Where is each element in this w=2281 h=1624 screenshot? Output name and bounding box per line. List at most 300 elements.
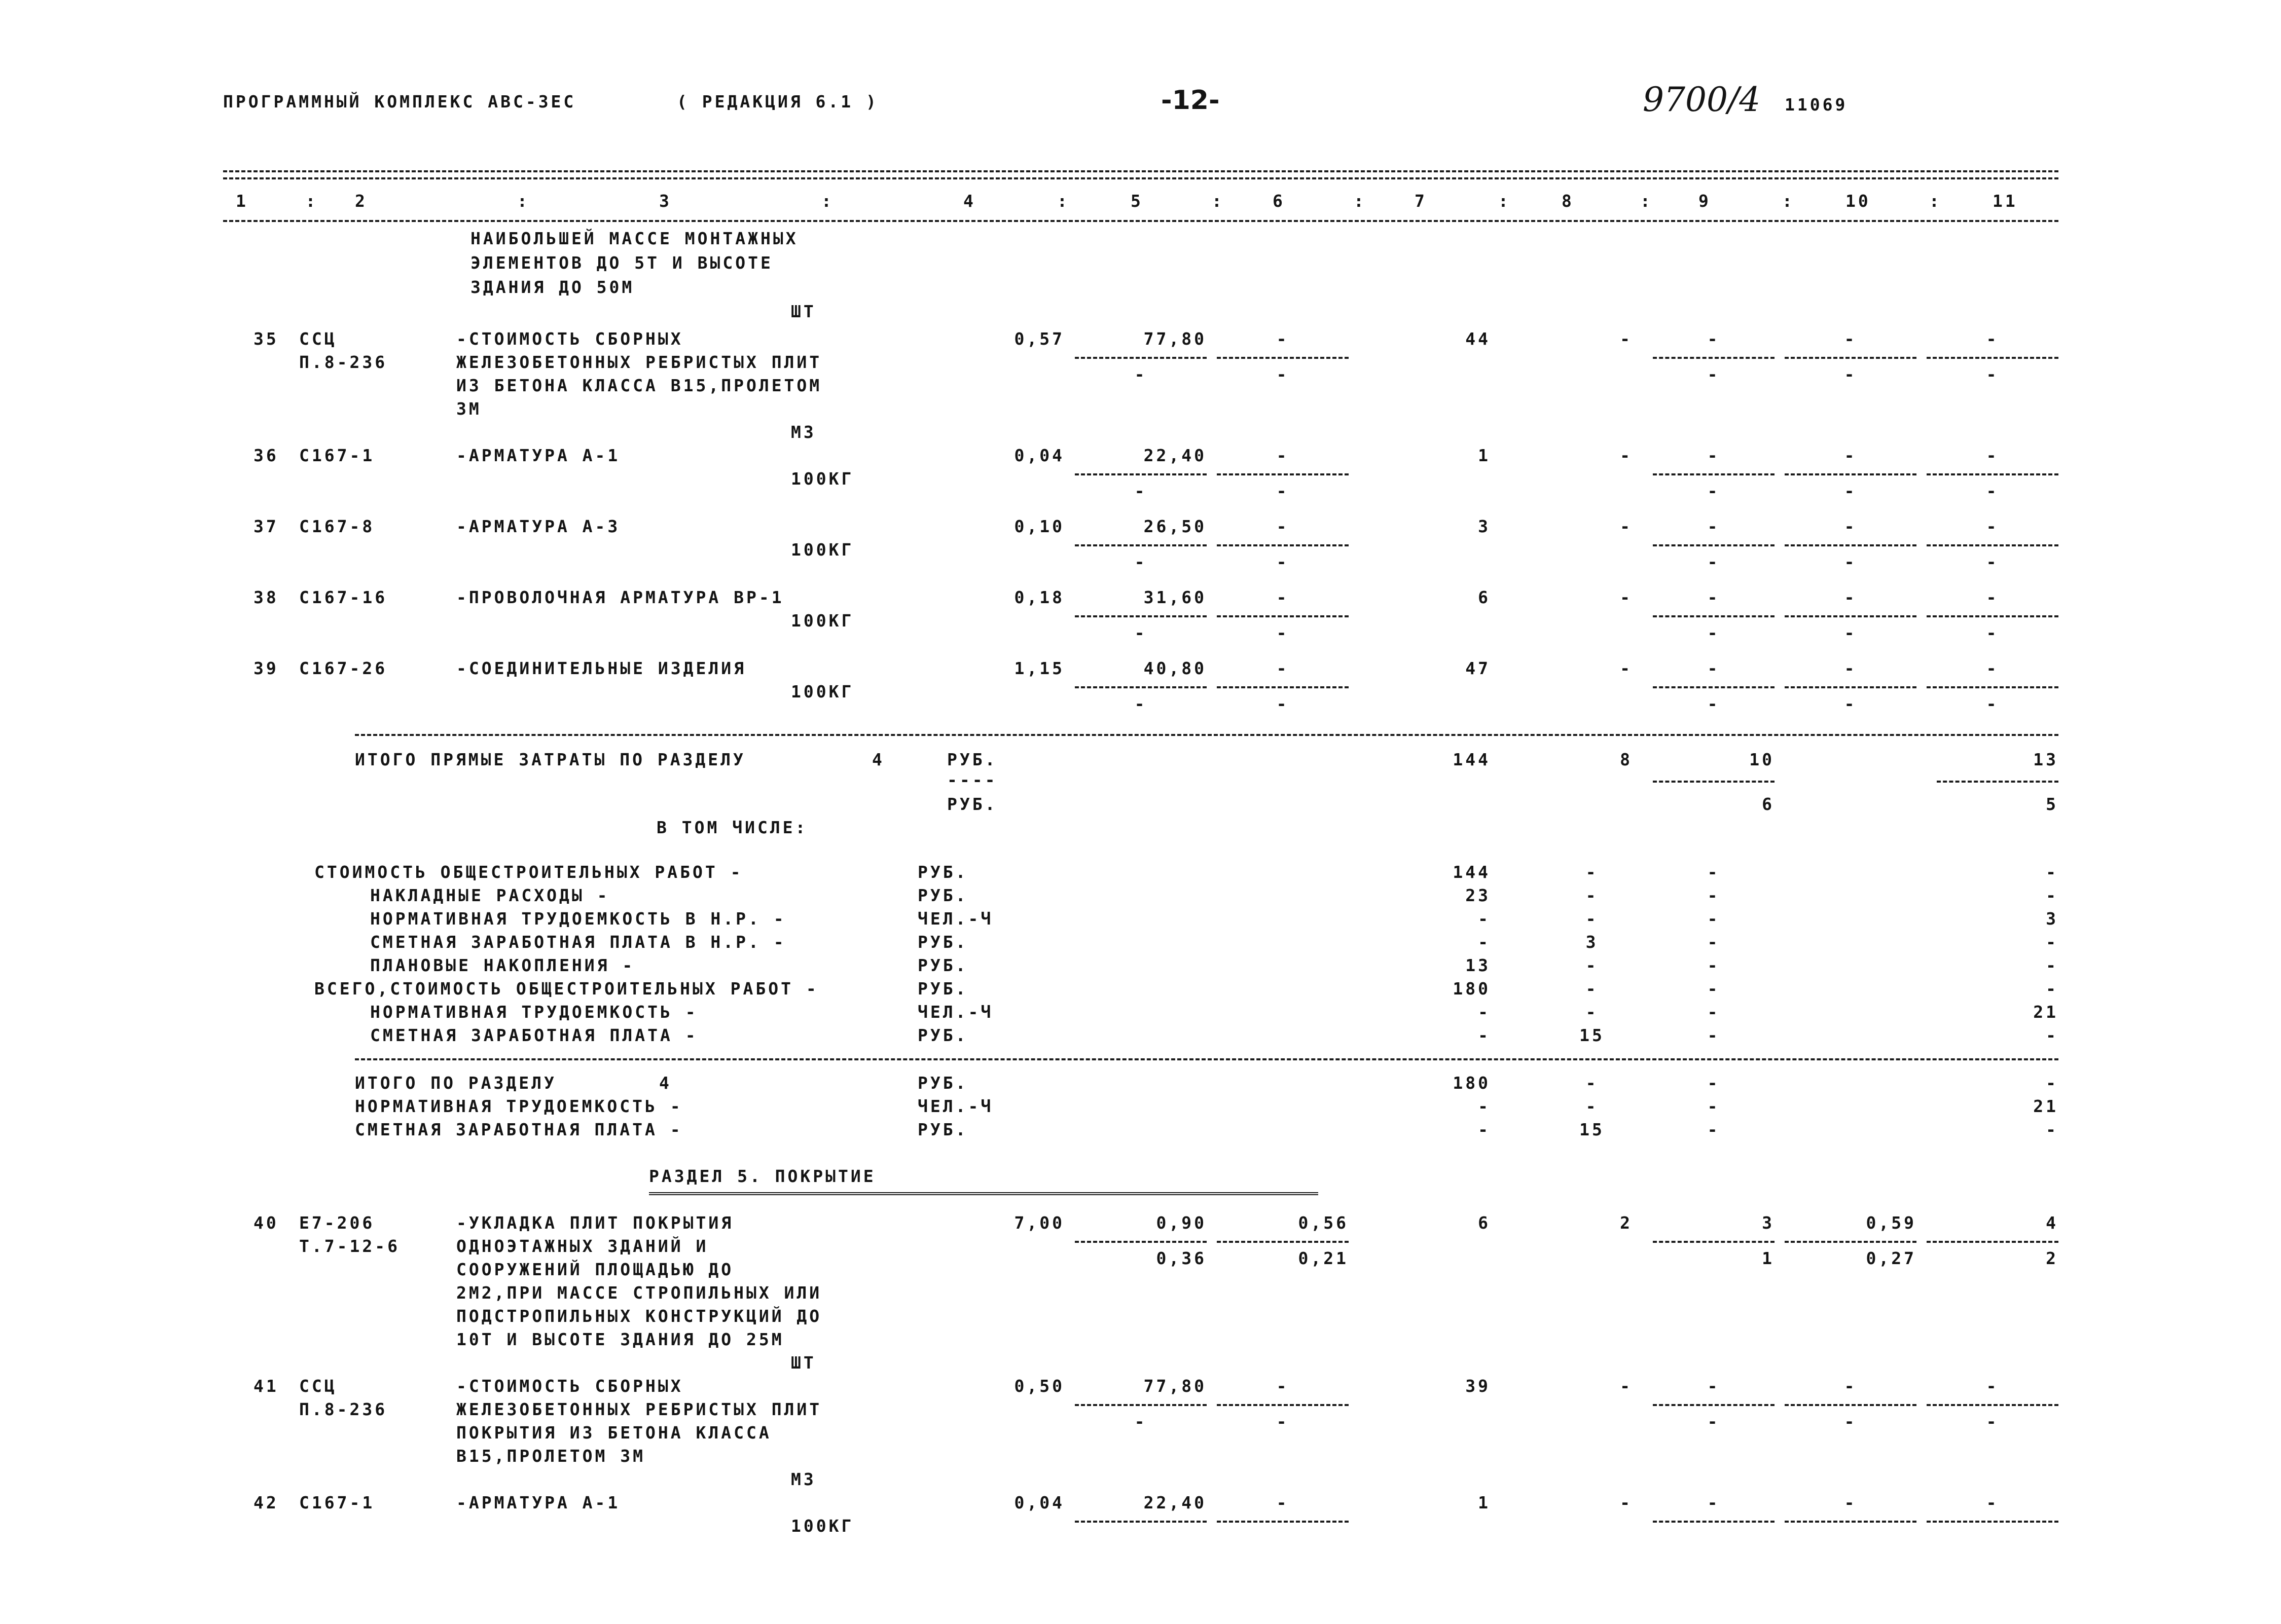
item-39-c9a: - <box>1707 658 1720 678</box>
item-39-qty: 1,15 <box>1014 658 1065 678</box>
item-39-code: С167-26 <box>299 658 388 678</box>
item-37-c11-divider <box>1927 544 2058 546</box>
program-name: ПРОГРАММНЫЙ КОМПЛЕКС АВС-ЗЕС <box>223 92 576 112</box>
direct-costs-label: ИТОГО ПРЯМЫЕ ЗАТРАТЫ ПО РАЗДЕЛУ <box>355 750 746 769</box>
item-41-description-line: ПОКРЫТИЯ ИЗ БЕТОНА КЛАССА <box>456 1423 772 1443</box>
summary-c8: - <box>1585 955 1599 975</box>
item-39-c10a: - <box>1844 658 1857 678</box>
section_total-c8: 15 <box>1579 1120 1605 1139</box>
item-38-c10a: - <box>1844 587 1857 607</box>
direct-costs-unit-2: РУБ. <box>947 794 998 814</box>
item-41-c10b: - <box>1844 1412 1857 1431</box>
column-header-5: 5 <box>1131 191 1143 211</box>
header-bottom-rule <box>223 220 2058 222</box>
summary-c8: 15 <box>1579 1025 1605 1045</box>
item-35-c11a: - <box>1986 329 1999 349</box>
item-36-c6a: - <box>1276 446 1289 465</box>
summary-c9: - <box>1707 979 1720 999</box>
column-separator: : <box>1782 191 1795 211</box>
summary-c8: - <box>1585 885 1599 905</box>
summary-label: СТОИМОСТЬ ОБЩЕСТРОИТЕЛЬНЫХ РАБОТ - <box>314 862 743 882</box>
item-40-description-line: СООРУЖЕНИЙ ПЛОЩАДЬЮ ДО <box>456 1260 734 1279</box>
item-36-c7: 1 <box>1478 446 1491 465</box>
summary-c9: - <box>1707 909 1720 929</box>
item-40-c6b: 0,21 <box>1298 1248 1349 1268</box>
summary-c8: - <box>1585 909 1599 929</box>
item-42-c5a: 22,40 <box>1143 1493 1207 1512</box>
item-40-c11b: 2 <box>2046 1248 2058 1268</box>
item-42-c10-divider <box>1785 1521 1916 1523</box>
summary-label: ВСЕГО,СТОИМОСТЬ ОБЩЕСТРОИТЕЛЬНЫХ РАБОТ - <box>314 979 819 999</box>
item-42-number: 42 <box>254 1493 279 1512</box>
summary-c9: - <box>1707 955 1720 975</box>
item-40-c10a: 0,59 <box>1866 1213 1916 1233</box>
document-number: 11069 <box>1785 95 1848 115</box>
item-36-c10-divider <box>1785 473 1916 475</box>
item-40-code: Е7-206 <box>299 1213 375 1233</box>
section_total-c9: - <box>1707 1096 1720 1116</box>
item-39-c7: 47 <box>1465 658 1491 678</box>
item-35-c10-divider <box>1785 357 1916 359</box>
item-35-description-line: ЖЕЛЕЗОБЕТОННЫХ РЕБРИСТЫХ ПЛИТ <box>456 352 822 372</box>
item-36-unit: 100КГ <box>791 469 854 489</box>
item-39-c11b: - <box>1986 694 1999 714</box>
summary-unit: РУБ. <box>918 955 968 975</box>
item-39-c6a: - <box>1276 658 1289 678</box>
item-40-c9a: 3 <box>1762 1213 1775 1233</box>
summary-c11: - <box>2046 955 2058 975</box>
summary-c11: 3 <box>2046 909 2058 929</box>
summary-label: СМЕТНАЯ ЗАРАБОТНАЯ ПЛАТА - <box>370 1025 698 1045</box>
item-36-c11a: - <box>1986 446 1999 465</box>
summary-c7: 144 <box>1453 862 1491 882</box>
item-39-c10b: - <box>1844 694 1857 714</box>
item-35-c8: - <box>1620 329 1633 349</box>
section-5-underline <box>649 1192 1318 1195</box>
direct-costs-c9: 10 <box>1749 750 1775 769</box>
item-40-c10-divider <box>1785 1241 1916 1243</box>
item-37-c9a: - <box>1707 516 1720 536</box>
item-41-c7: 39 <box>1465 1376 1491 1396</box>
item-37-c5a: 26,50 <box>1143 516 1207 536</box>
totals-top-rule <box>355 734 2058 736</box>
item-40-description-line: 2М2,ПРИ МАССЕ СТРОПИЛЬНЫХ ИЛИ <box>456 1283 822 1303</box>
item-36-c9-divider <box>1653 473 1775 475</box>
summary-c7: 180 <box>1453 979 1491 999</box>
item-41-number: 41 <box>254 1376 279 1396</box>
summary-unit: ЧЕЛ.-Ч <box>918 909 994 929</box>
item-41-unit: М3 <box>791 1469 816 1489</box>
item-38-c8: - <box>1620 587 1633 607</box>
item-37-c9b: - <box>1707 552 1720 572</box>
item-39-c11-divider <box>1927 686 2058 688</box>
intro-line-1: НАИБОЛЬШЕЙ МАССЕ МОНТАЖНЫХ <box>470 229 799 248</box>
item-37-unit: 100КГ <box>791 540 854 560</box>
item-38-c11a: - <box>1986 587 1999 607</box>
item-42-c6a: - <box>1276 1493 1289 1512</box>
item-42-code: С167-1 <box>299 1493 375 1512</box>
item-39-c5a: 40,80 <box>1143 658 1207 678</box>
item-42-c10a: - <box>1844 1493 1857 1512</box>
item-40-c9-divider <box>1653 1241 1775 1243</box>
item-40-c9b: 1 <box>1762 1248 1775 1268</box>
item-36-c11b: - <box>1986 481 1999 501</box>
summary-unit: ЧЕЛ.-Ч <box>918 1002 994 1022</box>
intro-unit: ШТ <box>791 302 816 321</box>
column-header-9: 9 <box>1698 191 1711 211</box>
item-40-c7: 6 <box>1478 1213 1491 1233</box>
column-header-1: 1 <box>236 191 248 211</box>
summary-c8: - <box>1585 979 1599 999</box>
item-39-c6b: - <box>1276 694 1289 714</box>
column-header-4: 4 <box>963 191 976 211</box>
item-35-c5b: - <box>1134 364 1147 384</box>
item-35-c5-divider <box>1075 357 1207 359</box>
column-separator: : <box>1929 191 1942 211</box>
summary-c8: - <box>1585 1002 1599 1022</box>
section_total-unit: РУБ. <box>918 1073 968 1093</box>
item-40-c5a: 0,90 <box>1156 1213 1207 1233</box>
item-39-number: 39 <box>254 658 279 678</box>
item-37-c10b: - <box>1844 552 1857 572</box>
item-36-code: С167-1 <box>299 446 375 465</box>
item-38-c10b: - <box>1844 623 1857 643</box>
header-top-rule <box>223 170 2058 172</box>
item-39-c8: - <box>1620 658 1633 678</box>
item-42-description-line: -АРМАТУРА А-1 <box>456 1493 621 1512</box>
item-35-c10a: - <box>1844 329 1857 349</box>
summary-c7: - <box>1478 909 1491 929</box>
column-header-3: 3 <box>659 191 672 211</box>
item-38-description-line: -ПРОВОЛОЧНАЯ АРМАТУРА ВР-1 <box>456 587 784 607</box>
item-38-code: С167-16 <box>299 587 388 607</box>
summary-unit: РУБ. <box>918 932 968 952</box>
item-38-c5a: 31,60 <box>1143 587 1207 607</box>
summary-c11: 21 <box>2033 1002 2058 1022</box>
direct-costs-unit: РУБ. <box>947 750 998 769</box>
column-separator: : <box>1640 191 1653 211</box>
item-37-c8: - <box>1620 516 1633 536</box>
item-36-c8: - <box>1620 446 1633 465</box>
item-36-c9b: - <box>1707 481 1720 501</box>
item-39-unit: 100КГ <box>791 682 854 702</box>
summary-c7: - <box>1478 1002 1491 1022</box>
column-header-7: 7 <box>1415 191 1427 211</box>
item-41-description-line: ЖЕЛЕЗОБЕТОННЫХ РЕБРИСТЫХ ПЛИТ <box>456 1399 822 1419</box>
item-42-c7: 1 <box>1478 1493 1491 1512</box>
item-40-c5-divider <box>1075 1241 1207 1243</box>
item-40-c11a: 4 <box>2046 1213 2058 1233</box>
item-36-c11-divider <box>1927 473 2058 475</box>
summary-c7: - <box>1478 1025 1491 1045</box>
direct-costs-c8: 8 <box>1620 750 1633 769</box>
including-label: В ТОМ ЧИСЛЕ: <box>657 818 808 837</box>
intro-line-3: ЗДАНИЯ ДО 50М <box>470 277 635 297</box>
edition-label: ( РЕДАКЦИЯ 6.1 ) <box>677 92 879 112</box>
summary-c11: - <box>2046 862 2058 882</box>
item-37-c5b: - <box>1134 552 1147 572</box>
item-35-description-line: ИЗ БЕТОНА КЛАССА В15,ПРОЛЕТОМ <box>456 376 822 395</box>
column-header-10: 10 <box>1845 191 1871 211</box>
item-35-description-line: -СТОИМОСТЬ СБОРНЫХ <box>456 329 683 349</box>
item-42-c6-divider <box>1217 1521 1349 1523</box>
item-40-number: 40 <box>254 1213 279 1233</box>
section_total-unit: ЧЕЛ.-Ч <box>918 1096 994 1116</box>
section_total-c9: - <box>1707 1120 1720 1139</box>
item-40-c6-divider <box>1217 1241 1349 1243</box>
item-41-c6-divider <box>1217 1404 1349 1406</box>
item-38-qty: 0,18 <box>1014 587 1065 607</box>
item-36-description-line: -АРМАТУРА А-1 <box>456 446 621 465</box>
intro-line-2: ЭЛЕМЕНТОВ ДО 5Т И ВЫСОТЕ <box>470 253 773 273</box>
column-separator: : <box>1498 191 1511 211</box>
item-35-c11-divider <box>1927 357 2058 359</box>
item-35-c9b: - <box>1707 364 1720 384</box>
item-40-unit: ШТ <box>791 1353 816 1373</box>
handwritten-code: 9700/4 <box>1643 80 1761 119</box>
item-42-unit: 100КГ <box>791 1516 854 1536</box>
item-40-c8: 2 <box>1620 1213 1633 1233</box>
item-41-c10-divider <box>1785 1404 1916 1406</box>
item-42-qty: 0,04 <box>1014 1493 1065 1512</box>
item-38-c9b: - <box>1707 623 1720 643</box>
item-41-c5b: - <box>1134 1412 1147 1431</box>
summary-c7: - <box>1478 932 1491 952</box>
item-41-code-2: П.8-236 <box>299 1399 388 1419</box>
item-38-c9a: - <box>1707 587 1720 607</box>
item-38-c9-divider <box>1653 615 1775 617</box>
item-41-c9b: - <box>1707 1412 1720 1431</box>
item-36-qty: 0,04 <box>1014 446 1065 465</box>
summary-c9: - <box>1707 1002 1720 1022</box>
item-42-c11-divider <box>1927 1521 2058 1523</box>
item-37-c6a: - <box>1276 516 1289 536</box>
item-41-c11a: - <box>1986 1376 1999 1396</box>
item-35-code: ССЦ <box>299 329 337 349</box>
summary-c9: - <box>1707 885 1720 905</box>
column-separator: : <box>1212 191 1224 211</box>
item-42-c9-divider <box>1653 1521 1775 1523</box>
item-35-c6b: - <box>1276 364 1289 384</box>
item-36-c5a: 22,40 <box>1143 446 1207 465</box>
summary-label: СМЕТНАЯ ЗАРАБОТНАЯ ПЛАТА В Н.Р. - <box>370 932 786 952</box>
item-42-c11a: - <box>1986 1493 1999 1512</box>
item-39-c9b: - <box>1707 694 1720 714</box>
item-35-c11b: - <box>1986 364 1999 384</box>
item-35-c9a: - <box>1707 329 1720 349</box>
section-5-title: РАЗДЕЛ 5. ПОКРЫТИЕ <box>649 1166 876 1186</box>
item-37-description-line: -АРМАТУРА А-3 <box>456 516 621 536</box>
direct-costs-unit-dashes: ---- <box>947 770 998 790</box>
item-37-c6b: - <box>1276 552 1289 572</box>
item-40-description-line: ОДНОЭТАЖНЫХ ЗДАНИЙ И <box>456 1236 709 1256</box>
item-36-c10b: - <box>1844 481 1857 501</box>
item-40-description-line: -УКЛАДКА ПЛИТ ПОКРЫТИЯ <box>456 1213 734 1233</box>
item-38-unit: 100КГ <box>791 611 854 631</box>
section_total-c11: - <box>2046 1120 2058 1139</box>
item-39-c5b: - <box>1134 694 1147 714</box>
item-37-c11b: - <box>1986 552 1999 572</box>
item-35-qty: 0,57 <box>1014 329 1065 349</box>
item-40-c10b: 0,27 <box>1866 1248 1916 1268</box>
summary-c9: - <box>1707 932 1720 952</box>
section_total-c11: - <box>2046 1073 2058 1093</box>
item-41-c8: - <box>1620 1376 1633 1396</box>
summary-unit: РУБ. <box>918 1025 968 1045</box>
summary-c9: - <box>1707 1025 1720 1045</box>
column-separator: : <box>1057 191 1070 211</box>
item-37-c10-divider <box>1785 544 1916 546</box>
item-42-c5-divider <box>1075 1521 1207 1523</box>
direct-costs-c11: 13 <box>2033 750 2058 769</box>
item-40-description-line: 10Т И ВЫСОТЕ ЗДАНИЯ ДО 25М <box>456 1330 784 1349</box>
item-36-c6-divider <box>1217 473 1349 475</box>
section_total-unit: РУБ. <box>918 1120 968 1139</box>
section_total-label: ИТОГО ПО РАЗДЕЛУ <box>355 1073 557 1093</box>
section_total-label: НОРМАТИВНАЯ ТРУДОЕМКОСТЬ - <box>355 1096 683 1116</box>
item-38-c6a: - <box>1276 587 1289 607</box>
item-37-c10a: - <box>1844 516 1857 536</box>
item-37-c9-divider <box>1653 544 1775 546</box>
summary-c8: 3 <box>1585 932 1599 952</box>
item-38-c6-divider <box>1217 615 1349 617</box>
item-37-c11a: - <box>1986 516 1999 536</box>
item-38-c5b: - <box>1134 623 1147 643</box>
column-header-11: 11 <box>1993 191 2018 211</box>
item-41-c11b: - <box>1986 1412 1999 1431</box>
item-39-c9-divider <box>1653 686 1775 688</box>
summary-unit: РУБ. <box>918 979 968 999</box>
column-header-6: 6 <box>1273 191 1285 211</box>
column-separator: : <box>305 191 318 211</box>
item-37-code: С167-8 <box>299 516 375 536</box>
item-41-description-line: В15,ПРОЛЕТОМ 3М <box>456 1446 646 1466</box>
item-35-code-2: П.8-236 <box>299 352 388 372</box>
column-separator: : <box>1354 191 1366 211</box>
section_total-c9: - <box>1707 1073 1720 1093</box>
summary-unit: РУБ. <box>918 885 968 905</box>
item-42-c8: - <box>1620 1493 1633 1512</box>
section_total-c7: - <box>1478 1096 1491 1116</box>
section_total-c8: - <box>1585 1073 1599 1093</box>
item-36-number: 36 <box>254 446 279 465</box>
summary-label: НОРМАТИВНАЯ ТРУДОЕМКОСТЬ В Н.Р. - <box>370 909 786 929</box>
item-41-c6a: - <box>1276 1376 1289 1396</box>
item-35-c6-divider <box>1217 357 1349 359</box>
item-37-c7: 3 <box>1478 516 1491 536</box>
item-41-c9a: - <box>1707 1376 1720 1396</box>
summary-c11: - <box>2046 979 2058 999</box>
item-41-qty: 0,50 <box>1014 1376 1065 1396</box>
summary-c7: 13 <box>1465 955 1491 975</box>
item-37-qty: 0,10 <box>1014 516 1065 536</box>
item-42-c9a: - <box>1707 1493 1720 1512</box>
direct-costs-c7: 144 <box>1453 750 1491 769</box>
direct-costs-c9b: 6 <box>1762 794 1775 814</box>
item-39-c6-divider <box>1217 686 1349 688</box>
item-35-c10b: - <box>1844 364 1857 384</box>
direct-costs-c11-rule <box>1937 781 2058 783</box>
item-38-c7: 6 <box>1478 587 1491 607</box>
item-38-number: 38 <box>254 587 279 607</box>
summary-c7: 23 <box>1465 885 1491 905</box>
item-36-c9a: - <box>1707 446 1720 465</box>
item-35-c5a: 77,80 <box>1143 329 1207 349</box>
item-39-c10-divider <box>1785 686 1916 688</box>
item-35-number: 35 <box>254 329 279 349</box>
item-36-c5-divider <box>1075 473 1207 475</box>
item-40-c11-divider <box>1927 1241 2058 1243</box>
item-36-c10a: - <box>1844 446 1857 465</box>
direct-costs-section-no: 4 <box>872 750 885 769</box>
column-header-8: 8 <box>1562 191 1574 211</box>
item-35-c9-divider <box>1653 357 1775 359</box>
summary-label: ПЛАНОВЫЕ НАКОПЛЕНИЯ - <box>370 955 635 975</box>
section-total-rule <box>355 1058 2058 1060</box>
item-35-unit: М3 <box>791 422 816 442</box>
item-38-c5-divider <box>1075 615 1207 617</box>
item-39-description-line: -СОЕДИНИТЕЛЬНЫЕ ИЗДЕЛИЯ <box>456 658 746 678</box>
item-38-c11b: - <box>1986 623 1999 643</box>
summary-c11: - <box>2046 885 2058 905</box>
item-36-c5b: - <box>1134 481 1147 501</box>
item-38-c10-divider <box>1785 615 1916 617</box>
item-39-c5-divider <box>1075 686 1207 688</box>
item-40-c6a: 0,56 <box>1298 1213 1349 1233</box>
item-38-c6b: - <box>1276 623 1289 643</box>
item-40-code-2: Т.7-12-6 <box>299 1236 400 1256</box>
summary-c8: - <box>1585 862 1599 882</box>
section_total-c11: 21 <box>2033 1096 2058 1116</box>
item-35-c6a: - <box>1276 329 1289 349</box>
item-35-description-line: 3М <box>456 399 482 419</box>
summary-c11: - <box>2046 932 2058 952</box>
item-40-description-line: ПОДСТРОПИЛЬНЫХ КОНСТРУКЦИЙ ДО <box>456 1306 822 1326</box>
header-top-rule-2 <box>223 177 2058 179</box>
column-header-2: 2 <box>355 191 368 211</box>
section_total-extra: 4 <box>659 1073 672 1093</box>
summary-label: НАКЛАДНЫЕ РАСХОДЫ - <box>370 885 610 905</box>
item-40-c5b: 0,36 <box>1156 1248 1207 1268</box>
summary-label: НОРМАТИВНАЯ ТРУДОЕМКОСТЬ - <box>370 1002 698 1022</box>
page-number: -12- <box>1161 85 1220 116</box>
item-38-c11-divider <box>1927 615 2058 617</box>
direct-costs-c11b: 5 <box>2046 794 2058 814</box>
item-41-description-line: -СТОИМОСТЬ СБОРНЫХ <box>456 1376 683 1396</box>
item-41-c6b: - <box>1276 1412 1289 1431</box>
item-40-qty: 7,00 <box>1014 1213 1065 1233</box>
item-39-c11a: - <box>1986 658 1999 678</box>
summary-c11: - <box>2046 1025 2058 1045</box>
item-41-c11-divider <box>1927 1404 2058 1406</box>
item-41-c9-divider <box>1653 1404 1775 1406</box>
item-41-code: ССЦ <box>299 1376 337 1396</box>
section_total-label: СМЕТНАЯ ЗАРАБОТНАЯ ПЛАТА - <box>355 1120 683 1139</box>
item-41-c10a: - <box>1844 1376 1857 1396</box>
item-37-c5-divider <box>1075 544 1207 546</box>
item-37-number: 37 <box>254 516 279 536</box>
item-36-c6b: - <box>1276 481 1289 501</box>
item-37-c6-divider <box>1217 544 1349 546</box>
section_total-c7: 180 <box>1453 1073 1491 1093</box>
item-35-c7: 44 <box>1465 329 1491 349</box>
summary-unit: РУБ. <box>918 862 968 882</box>
section_total-c7: - <box>1478 1120 1491 1139</box>
item-41-c5a: 77,80 <box>1143 1376 1207 1396</box>
column-separator: : <box>517 191 530 211</box>
item-41-c5-divider <box>1075 1404 1207 1406</box>
column-separator: : <box>821 191 834 211</box>
